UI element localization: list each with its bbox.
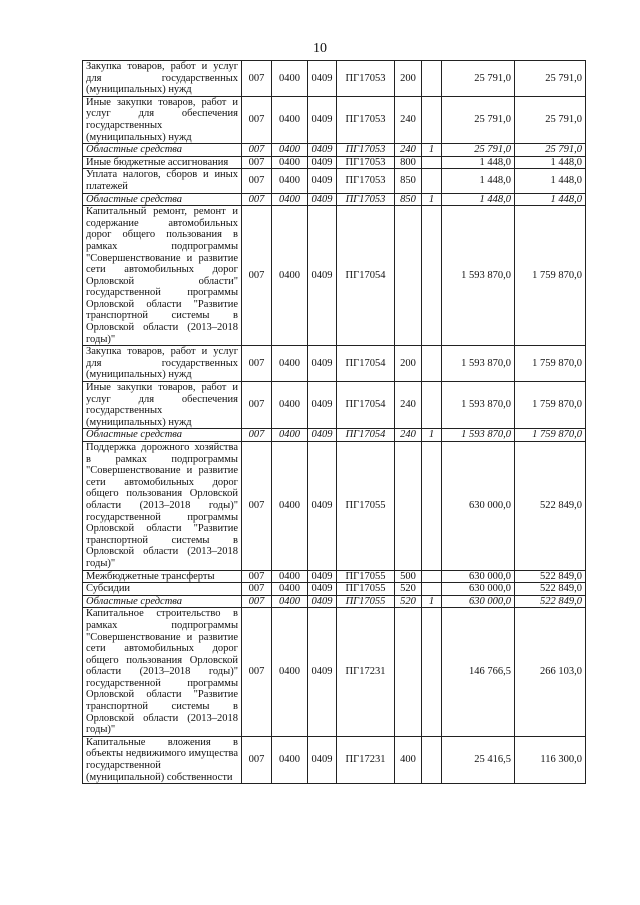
cell-subsection: 0409 — [308, 61, 337, 97]
cell-amount-year2: 1 759 870,0 — [515, 206, 586, 346]
cell-subsection: 0409 — [308, 736, 337, 783]
cell-target-article: ПГ17231 — [337, 736, 395, 783]
cell-name: Уплата налогов, сборов и иных платежей — [83, 169, 242, 193]
cell-grbs: 007 — [242, 169, 272, 193]
cell-subsection: 0409 — [308, 595, 337, 608]
cell-amount-year1: 630 000,0 — [442, 570, 515, 583]
cell-source — [422, 736, 442, 783]
cell-amount-year2: 25 791,0 — [515, 144, 586, 157]
table-row — [83, 156, 586, 169]
cell-section: 0400 — [272, 429, 308, 442]
cell-source — [422, 61, 442, 97]
cell-subsection: 0409 — [308, 144, 337, 157]
cell-name: Иные закупки товаров, работ и услуг для обеспечения государственных (муниципальных) нужд — [83, 382, 242, 429]
cell-grbs: 007 — [242, 96, 272, 143]
cell-name: Поддержка дорожного хозяйства в рамках подпрограммы "Совершенствование и развитие сети автомобильных дорог общего пользования Орловской области (2013–2018 годы)" государственной программы Орловской области "Развитие транспортной системы в Орловской области (2013–2018 годы)" — [83, 442, 242, 571]
cell-target-article: ПГ17053 — [337, 169, 395, 193]
cell-amount-year1: 1 593 870,0 — [442, 346, 515, 382]
cell-source — [422, 169, 442, 193]
cell-amount-year1: 1 593 870,0 — [442, 382, 515, 429]
cell-subsection: 0409 — [308, 156, 337, 169]
cell-section: 0400 — [272, 206, 308, 346]
cell-target-article: ПГ17054 — [337, 382, 395, 429]
cell-expense-type: 850 — [395, 193, 422, 206]
table-row — [83, 595, 586, 608]
cell-expense-type — [395, 608, 422, 737]
cell-expense-type: 500 — [395, 570, 422, 583]
cell-amount-year1: 1 448,0 — [442, 193, 515, 206]
table-row — [83, 736, 586, 783]
cell-name: Областные средства — [83, 595, 242, 608]
cell-grbs: 007 — [242, 382, 272, 429]
cell-amount-year2: 116 300,0 — [515, 736, 586, 783]
cell-subsection: 0409 — [308, 382, 337, 429]
cell-target-article: ПГ17055 — [337, 595, 395, 608]
table-row — [83, 429, 586, 442]
cell-amount-year1: 1 593 870,0 — [442, 206, 515, 346]
cell-grbs: 007 — [242, 442, 272, 571]
cell-grbs: 007 — [242, 346, 272, 382]
cell-subsection: 0409 — [308, 193, 337, 206]
cell-name: Областные средства — [83, 193, 242, 206]
table-row — [83, 570, 586, 583]
cell-section: 0400 — [272, 144, 308, 157]
cell-amount-year2: 25 791,0 — [515, 61, 586, 97]
cell-amount-year2: 522 849,0 — [515, 442, 586, 571]
cell-section: 0400 — [272, 61, 308, 97]
cell-grbs: 007 — [242, 193, 272, 206]
cell-section: 0400 — [272, 193, 308, 206]
cell-amount-year2: 1 759 870,0 — [515, 382, 586, 429]
cell-subsection: 0409 — [308, 583, 337, 596]
cell-amount-year1: 630 000,0 — [442, 442, 515, 571]
table-row — [83, 442, 586, 571]
table-body — [83, 61, 586, 784]
table-row — [83, 206, 586, 346]
cell-source: 1 — [422, 193, 442, 206]
budget-table — [82, 60, 586, 784]
cell-expense-type: 240 — [395, 429, 422, 442]
cell-amount-year2: 522 849,0 — [515, 570, 586, 583]
cell-amount-year1: 146 766,5 — [442, 608, 515, 737]
cell-amount-year2: 25 791,0 — [515, 96, 586, 143]
cell-source — [422, 382, 442, 429]
cell-grbs: 007 — [242, 61, 272, 97]
cell-expense-type: 850 — [395, 169, 422, 193]
table-row — [83, 61, 586, 97]
cell-target-article: ПГ17054 — [337, 206, 395, 346]
cell-target-article: ПГ17053 — [337, 96, 395, 143]
cell-name: Субсидии — [83, 583, 242, 596]
cell-amount-year1: 1 593 870,0 — [442, 429, 515, 442]
cell-section: 0400 — [272, 608, 308, 737]
cell-source — [422, 346, 442, 382]
table-row — [83, 96, 586, 143]
cell-amount-year2: 1 759 870,0 — [515, 346, 586, 382]
cell-amount-year1: 25 416,5 — [442, 736, 515, 783]
cell-subsection: 0409 — [308, 608, 337, 737]
cell-amount-year2: 522 849,0 — [515, 595, 586, 608]
table-row — [83, 382, 586, 429]
table-row — [83, 346, 586, 382]
cell-target-article: ПГ17231 — [337, 608, 395, 737]
table-row — [83, 193, 586, 206]
cell-name: Капитальные вложения в объекты недвижимого имущества государственной (муниципальной) собственности — [83, 736, 242, 783]
cell-amount-year1: 25 791,0 — [442, 144, 515, 157]
cell-subsection: 0409 — [308, 442, 337, 571]
cell-section: 0400 — [272, 595, 308, 608]
cell-amount-year1: 630 000,0 — [442, 595, 515, 608]
cell-grbs: 007 — [242, 736, 272, 783]
table-row — [83, 608, 586, 737]
cell-source: 1 — [422, 429, 442, 442]
cell-amount-year2: 522 849,0 — [515, 583, 586, 596]
cell-target-article: ПГ17055 — [337, 583, 395, 596]
cell-target-article: ПГ17055 — [337, 442, 395, 571]
cell-amount-year2: 1 448,0 — [515, 193, 586, 206]
cell-source — [422, 608, 442, 737]
cell-amount-year2: 266 103,0 — [515, 608, 586, 737]
cell-amount-year1: 1 448,0 — [442, 169, 515, 193]
cell-amount-year2: 1 448,0 — [515, 156, 586, 169]
cell-subsection: 0409 — [308, 346, 337, 382]
cell-expense-type: 240 — [395, 96, 422, 143]
cell-source — [422, 583, 442, 596]
cell-target-article: ПГ17055 — [337, 570, 395, 583]
cell-subsection: 0409 — [308, 429, 337, 442]
cell-expense-type: 240 — [395, 144, 422, 157]
cell-name: Областные средства — [83, 429, 242, 442]
cell-grbs: 007 — [242, 583, 272, 596]
cell-section: 0400 — [272, 346, 308, 382]
cell-source — [422, 570, 442, 583]
cell-grbs: 007 — [242, 595, 272, 608]
cell-target-article: ПГ17053 — [337, 144, 395, 157]
cell-grbs: 007 — [242, 156, 272, 169]
cell-amount-year1: 1 448,0 — [442, 156, 515, 169]
cell-section: 0400 — [272, 736, 308, 783]
cell-amount-year2: 1 759 870,0 — [515, 429, 586, 442]
cell-section: 0400 — [272, 96, 308, 143]
cell-expense-type: 200 — [395, 346, 422, 382]
cell-subsection: 0409 — [308, 570, 337, 583]
cell-name: Иные закупки товаров, работ и услуг для обеспечения государственных (муниципальных) нужд — [83, 96, 242, 143]
cell-subsection: 0409 — [308, 206, 337, 346]
cell-expense-type: 200 — [395, 61, 422, 97]
cell-name: Закупка товаров, работ и услуг для государственных (муниципальных) нужд — [83, 346, 242, 382]
cell-target-article: ПГ17053 — [337, 156, 395, 169]
cell-name: Закупка товаров, работ и услуг для государственных (муниципальных) нужд — [83, 61, 242, 97]
cell-subsection: 0409 — [308, 96, 337, 143]
cell-source — [422, 96, 442, 143]
cell-amount-year2: 1 448,0 — [515, 169, 586, 193]
cell-amount-year1: 25 791,0 — [442, 61, 515, 97]
page-number: 10 — [313, 41, 327, 56]
cell-source: 1 — [422, 595, 442, 608]
cell-grbs: 007 — [242, 206, 272, 346]
cell-section: 0400 — [272, 169, 308, 193]
table-row — [83, 583, 586, 596]
cell-expense-type — [395, 206, 422, 346]
cell-grbs: 007 — [242, 570, 272, 583]
cell-target-article: ПГ17054 — [337, 429, 395, 442]
cell-target-article: ПГ17053 — [337, 61, 395, 97]
cell-amount-year1: 25 791,0 — [442, 96, 515, 143]
table-row — [83, 144, 586, 157]
cell-section: 0400 — [272, 583, 308, 596]
table-row — [83, 169, 586, 193]
cell-source — [422, 442, 442, 571]
cell-name: Иные бюджетные ассигнования — [83, 156, 242, 169]
cell-amount-year1: 630 000,0 — [442, 583, 515, 596]
cell-expense-type: 520 — [395, 595, 422, 608]
cell-section: 0400 — [272, 442, 308, 571]
cell-subsection: 0409 — [308, 169, 337, 193]
cell-expense-type: 240 — [395, 382, 422, 429]
cell-name: Капитальный ремонт, ремонт и содержание автомобильных дорог общего пользования в рамках подпрограммы "Совершенствование и развитие сети автомобильных дорог Орловской области" государственной программы Орловской области "Развитие транспортной системы в Орловской области (2013–2018 годы)" — [83, 206, 242, 346]
cell-source — [422, 156, 442, 169]
cell-section: 0400 — [272, 570, 308, 583]
cell-source: 1 — [422, 144, 442, 157]
cell-target-article: ПГ17054 — [337, 346, 395, 382]
cell-target-article: ПГ17053 — [337, 193, 395, 206]
cell-section: 0400 — [272, 382, 308, 429]
cell-name: Областные средства — [83, 144, 242, 157]
cell-expense-type: 400 — [395, 736, 422, 783]
cell-name: Межбюджетные трансферты — [83, 570, 242, 583]
cell-grbs: 007 — [242, 429, 272, 442]
cell-grbs: 007 — [242, 144, 272, 157]
cell-name: Капитальное строительство в рамках подпрограммы "Совершенствование и развитие сети автомобильных дорог общего пользования Орловской области (2013–2018 годы)" государственной программы Орловской области "Развитие транспортной системы в Орловской области (2013–2018 годы)" — [83, 608, 242, 737]
cell-expense-type: 520 — [395, 583, 422, 596]
cell-expense-type — [395, 442, 422, 571]
cell-expense-type: 800 — [395, 156, 422, 169]
cell-grbs: 007 — [242, 608, 272, 737]
cell-section: 0400 — [272, 156, 308, 169]
cell-source — [422, 206, 442, 346]
